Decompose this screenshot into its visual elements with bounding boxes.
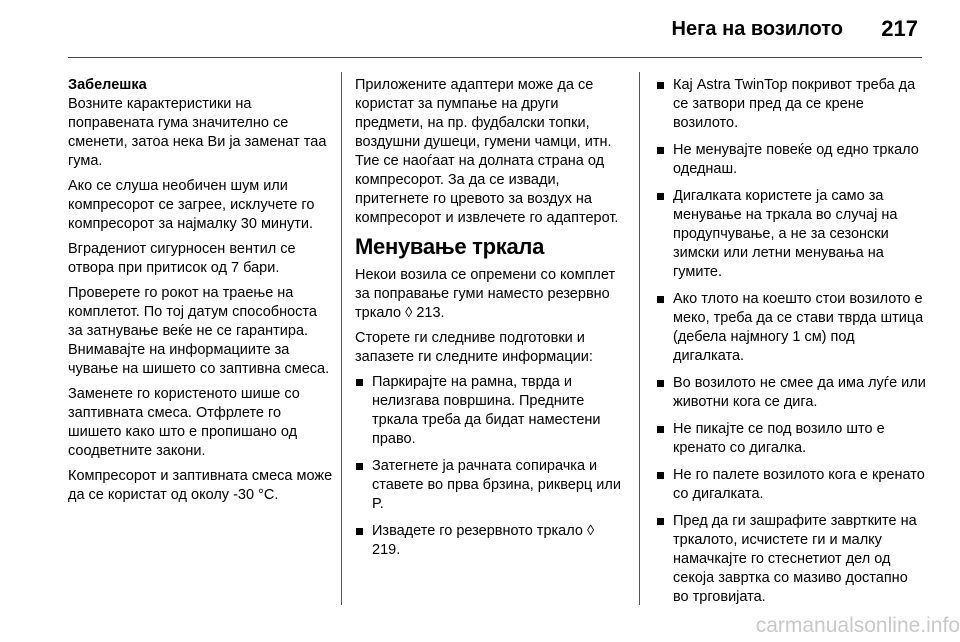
adapter-paragraph: Приложените адаптери може да се користат за пумпање на други предмети, на пр. фудбалски топки, воздушни душеци, гумени чамци, итн. Тие се наоѓаат на долната страна од компресорот. За да се извади, притегнете го цревото за воздух на компресорот и извлечете го адаптерот. xyxy=(355,77,619,226)
list-item: Пред да ги зашрафите завртките на тркалото, исчистете ги и малку намачкајте го стеснетиот дел од секоја завртка со мазиво достапно во трговијата. xyxy=(656,512,926,607)
list-item: Ако тлото на коешто стои возилото е меко, треба да се стави тврда штица (дебела најмногу 1 см) под дигалката. xyxy=(656,290,926,366)
note-paragraph-3: Вградениот сигурносен вентил се отвора при притисок од 7 бари. xyxy=(68,241,296,276)
list-item: Паркирајте на рамна, тврда и нелизгава површина. Предните тркала треба да бидат наместени право. xyxy=(355,373,621,449)
section-paragraph-1: Некои возила се опремени со комплет за поправање гуми наместо резервно тркало ◊ 213. xyxy=(355,267,616,321)
note-paragraph-1: Возните карактеристики на поправената гума значително се сменети, затоа нека Ви ја заменат таа гума. xyxy=(68,96,327,169)
list-item: Не менувајте повеќе од едно тркало одеднаш. xyxy=(656,141,926,179)
column-2 xyxy=(355,76,621,568)
list-item: Не го палете возилото кога е кренато со дигалката. xyxy=(656,466,926,504)
column-1 xyxy=(68,76,334,511)
list-item: Затегнете ја рачната сопирачка и ставете во прва брзина, рикверц или P. xyxy=(355,457,621,514)
column-divider-2 xyxy=(639,72,640,605)
note-paragraph-2: Ако се слуша необичен шум или компресорот се загрее, исклучете го компресорот за најмалку 30 минути. xyxy=(68,178,315,232)
note-paragraph-5: Заменете го користеното шише со заптивната смеса. Отфрлете го шишето како што е пропишано од соодветните закони. xyxy=(68,386,300,459)
list-item: Извадете го резервното тркало ◊ 219. xyxy=(355,522,621,560)
list-item: Во возилото не смее да има луѓе или животни кога се дига. xyxy=(656,374,926,412)
page-header xyxy=(0,0,960,58)
note-paragraph-4: Проверете го рокот на траење на комплетот. По тој датум способноста за затнување веќе не се гарантира. Внимавајте на информациите за чување на шишето со заптивна смеса. xyxy=(68,285,330,377)
watermark: carmanualsonline.info xyxy=(755,614,960,637)
list-item: Не пикајте се под возило што е кренато со дигалка. xyxy=(656,420,926,458)
preparation-list xyxy=(355,373,621,560)
column-divider-1 xyxy=(341,72,342,605)
header-rule xyxy=(68,57,922,58)
column-3 xyxy=(656,76,926,615)
page-number: 217 xyxy=(881,16,918,41)
note-paragraph-6: Компресорот и заптивната смеса може да се користат од околу -30 °C. xyxy=(68,468,333,503)
safety-list xyxy=(656,76,926,607)
list-item: Дигалката користете ја само за менување на тркала во случај на продупчување, а не за сезонски зимски или летни менувања на гумите. xyxy=(656,187,926,282)
header-title: Нега на возилото xyxy=(671,18,843,40)
note-title: Забелешка xyxy=(68,77,147,93)
section-paragraph-2: Сторете ги следниве подготовки и запазете ги следните информации: xyxy=(355,330,593,365)
section-heading: Менување тркала xyxy=(355,234,545,259)
list-item: Кај Astra TwinTop покривот треба да се затвори пред да се крене возилото. xyxy=(656,76,926,133)
